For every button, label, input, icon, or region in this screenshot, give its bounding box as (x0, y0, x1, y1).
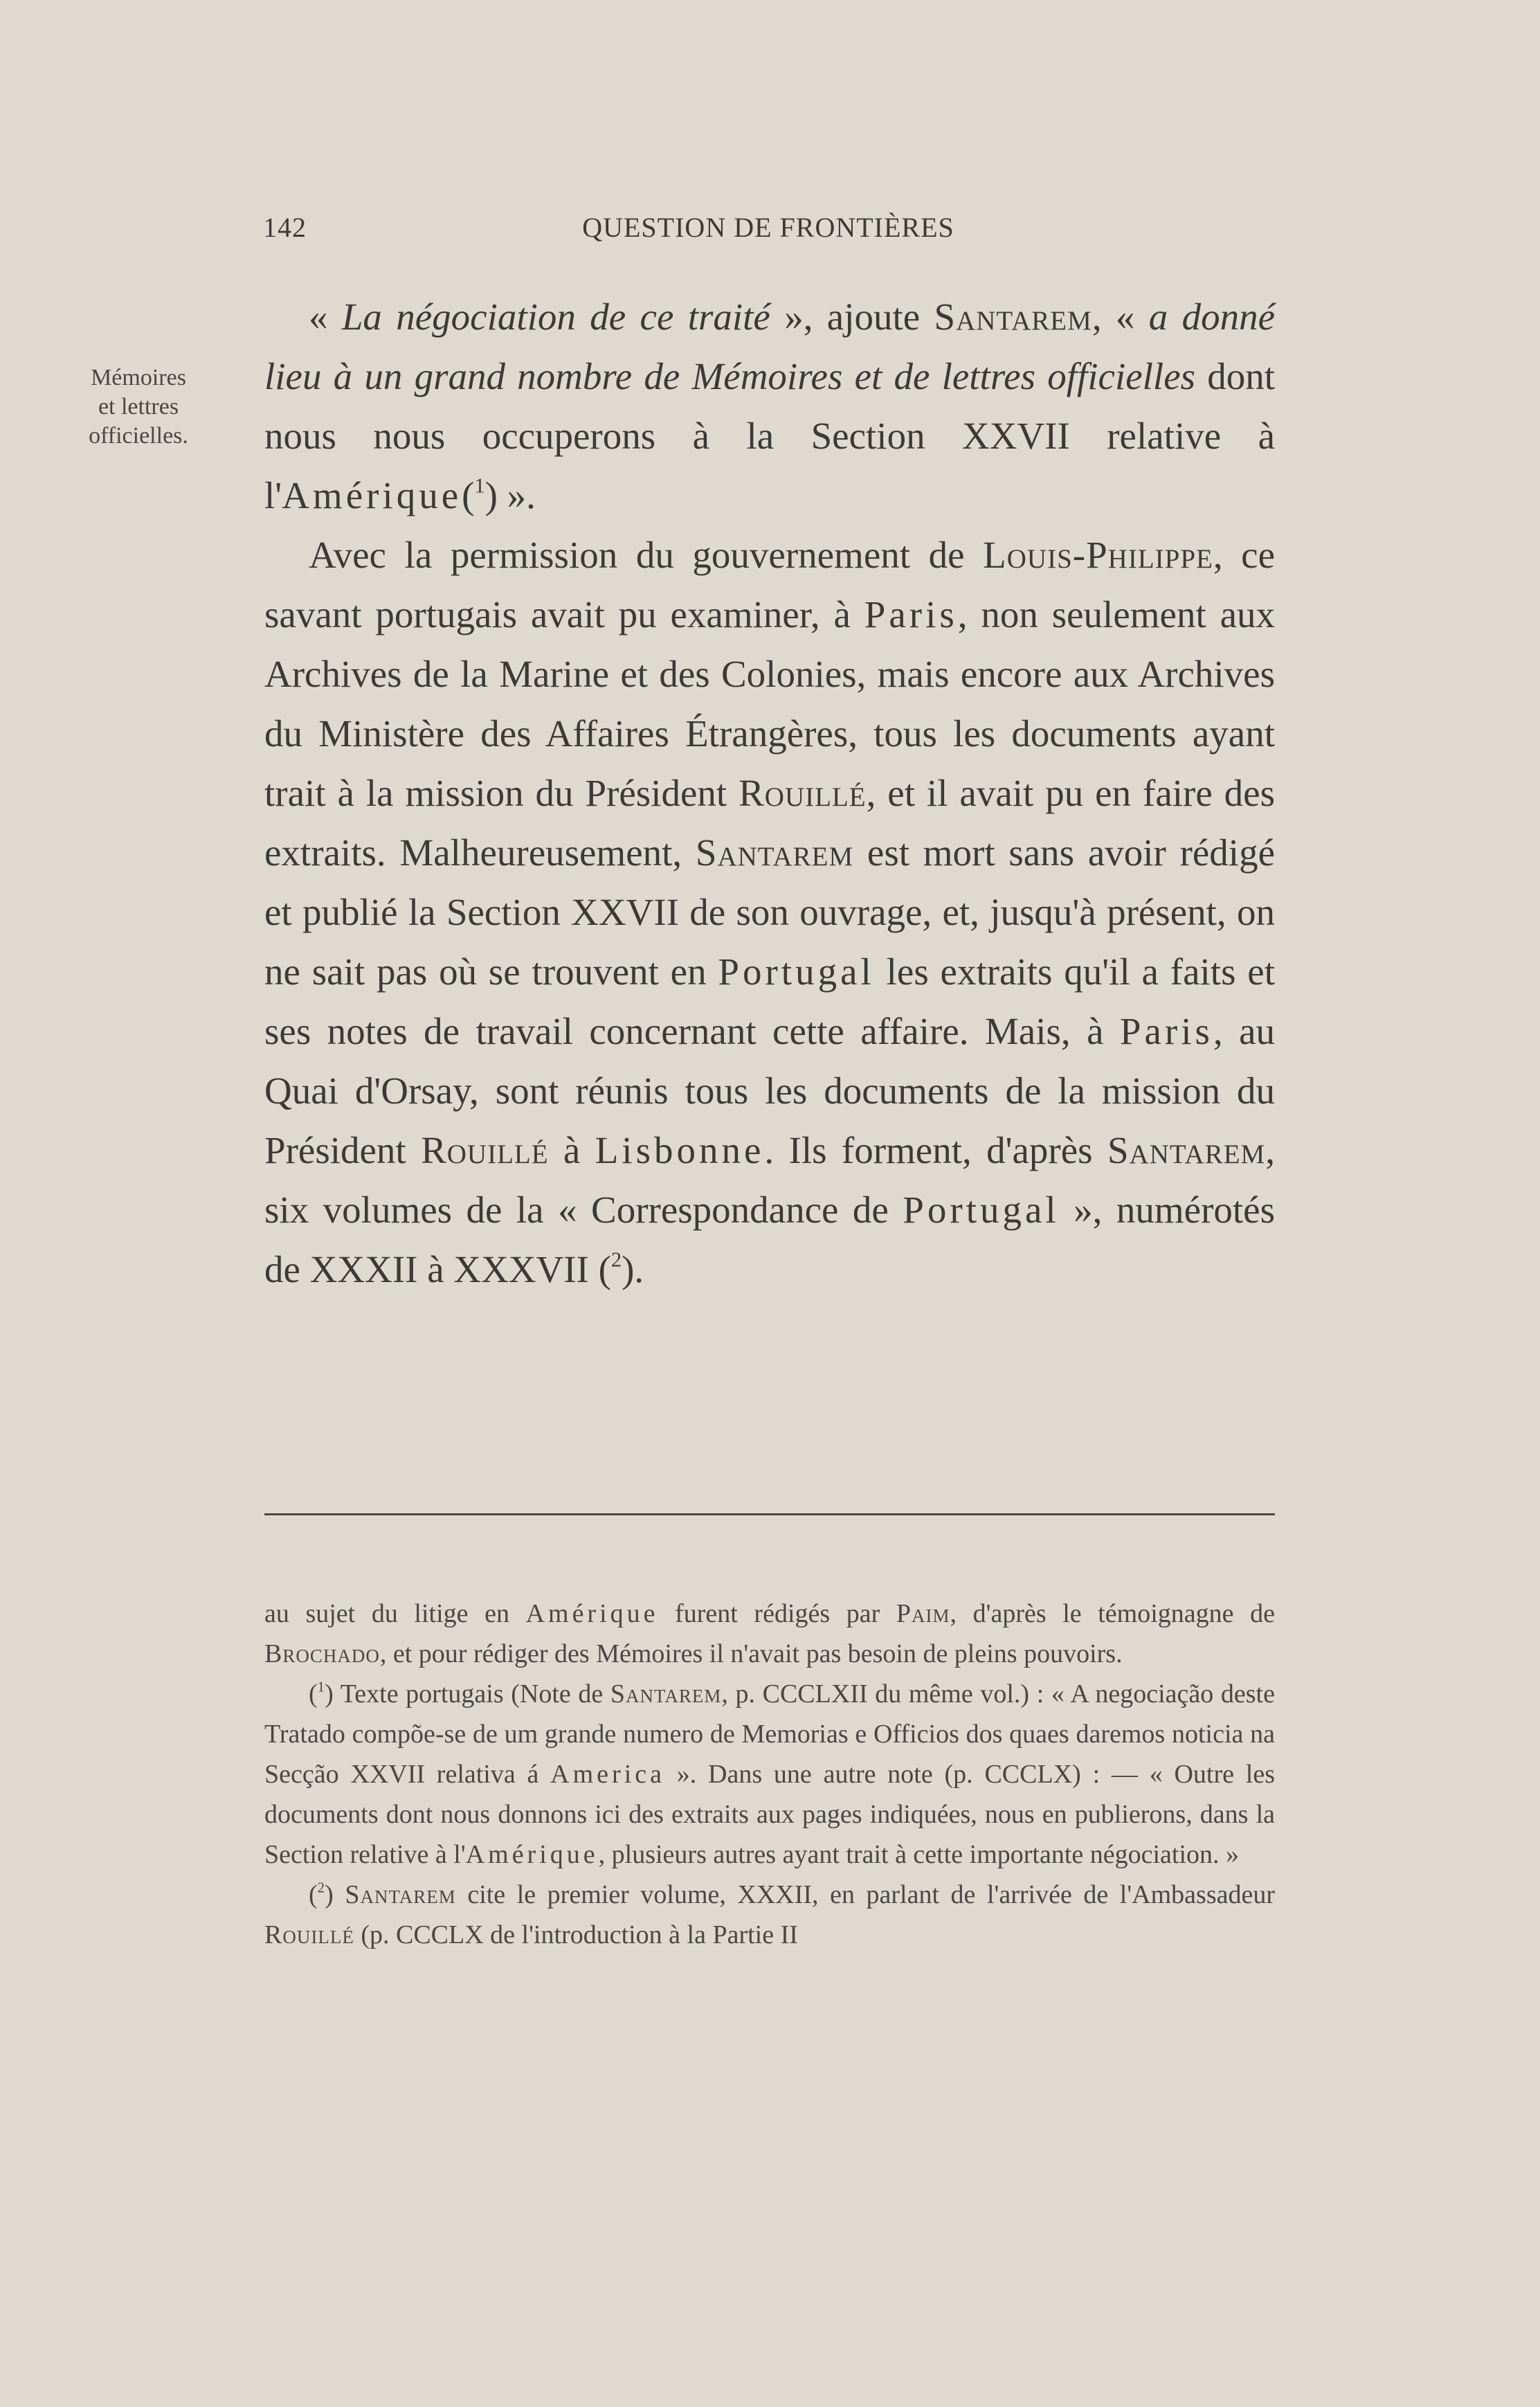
footnote-1: ($^1$) Texte portugais (Note de Santarem, p. CCCLXII du même vol.) : « A negociação deste Tratado compõe-se de um grande numero de Memorias e Officios dos quaes daremos noticia na Secção XXVII relativa á America ». Dans une autre note (p. CCCLX) : — « Outre les documents dont nous donnons ici des extraits aux pages indiquées, nous en publierons, dans la Section relative à l'Amérique, plusieurs autres ayant trait à cette importante négociation. » (264, 1678, 1276, 1869)
footnote-2: ($^2$) Santarem cite le premier volume, XXXII, en parlant de l'arrivée de l'Ambassadeur Rouillé (p. CCCLX de l'introduction à la Partie II (264, 1879, 1276, 1949)
running-title: QUESTION DE FRONTIÈRES (582, 212, 954, 243)
footnote-continuation: au sujet du litige en Amérique furent rédigés par Paim, d'après le témoignagne de Brochado, et pour rédiger des Mémoires il n'avait pas besoin de pleins pouvoirs. (264, 1599, 1275, 1668)
margin-note (55, 363, 221, 451)
footnote-ref-1: 1 (474, 474, 485, 498)
quote-italic: La négociation de ce traité (341, 296, 770, 338)
footnote-ref-2: 2 (610, 1247, 622, 1272)
margin-note-line: Mémoires (91, 365, 186, 390)
paragraph-body: Avec la permission du gouvernement de Louis-Philippe, ce savant portugais avait pu examiner, à Paris, non seulement aux Archives de la Marine et des Colonies, mais encore aux Archives du Ministère des Affaires Étrangères, tous les documents ayant trait à la mission du Président Rouillé, et il avait pu en faire des extraits. Malheureusement, Santarem est mort sans avoir rédigé et publié la Section XXVII de son ouvrage, et, jusqu'à présent, on ne sait pas où se trouvent en Portugal les extraits qu'il a faits et ses notes de travail concernant cette affaire. Mais, à Paris, au Quai d'Orsay, sont réunis tous les documents de la mission du Président Rouillé à Lisbonne. Ils forment, d'après Santarem, six volumes de la « Correspondance de Portugal », numérotés de XXXII à XXXVII ($^2$). (264, 534, 1275, 1290)
footnotes (264, 1594, 1275, 1955)
page-header (263, 211, 1274, 253)
main-text (264, 287, 1275, 1299)
margin-note-line: et lettres (98, 394, 179, 420)
footnote-rule (264, 1513, 1275, 1515)
paragraph-quote: « La négociation de ce traité », ajoute Santarem, « a donné lieu à un grand nombre de Mémoires et de lettres officielles dont nous nous occuperons à la Section XXVII relative à l'Amérique($^1$) ». (264, 296, 1276, 516)
page-number: 142 (263, 212, 307, 243)
author-name: Santarem (934, 296, 1092, 338)
margin-note-line: officielles. (89, 423, 188, 449)
quote-italic: a donné lieu à un grand nombre de Mémoires et de lettres officielles (264, 296, 1276, 397)
